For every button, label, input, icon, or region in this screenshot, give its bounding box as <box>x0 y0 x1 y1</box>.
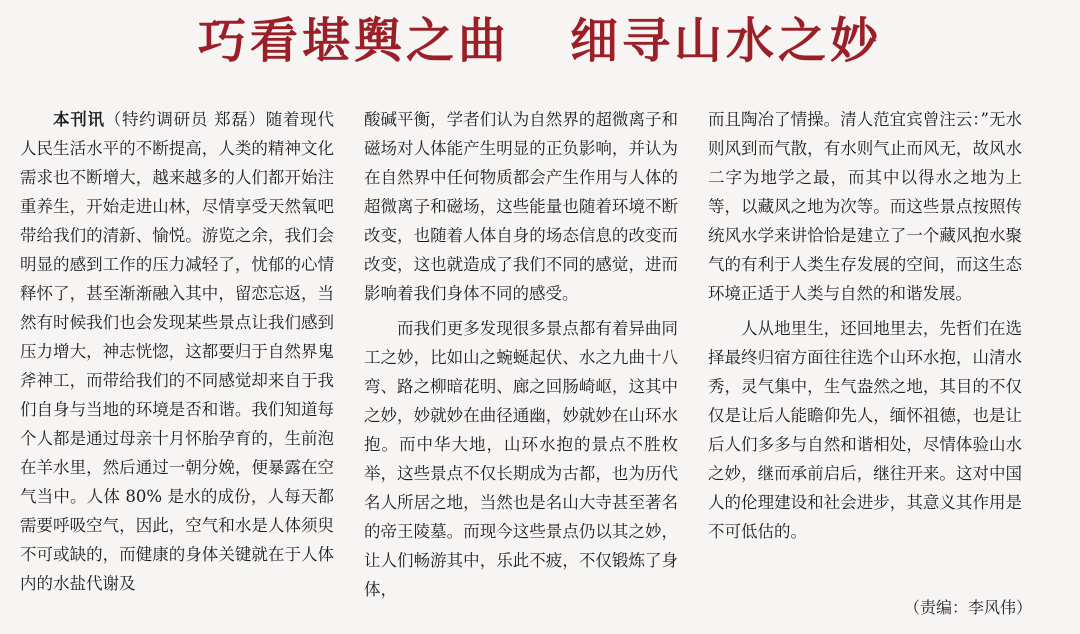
byline: （特约调研员 郑磊） <box>104 110 266 129</box>
article-paragraph: 人从地里生，还回地里去，先哲们在选择最终归宿方面往往选个山环水抱，山清水秀，灵气集中，生气盎然之地，其目的不仅仅是让后人能瞻仰先人，缅怀祖德，也是让后人们多多与自然和谐相处，尽情体验山水之妙，继而承前启后，继往开来。这对中国人的伦理建设和社会进步，其意义其作用是不可低估的。 <box>708 319 1022 541</box>
article-paragraph: 而且陶冶了情操。清人范宜宾曾注云：”无水则风到而气散，有水则气止而风无，故风水二字为地学之最，而其中以得水之地为上等，以藏风之地为次等。而这些景点按照传统风水学来讲恰恰是建立了一个藏风抱水聚气的有利于人类生存发展的空间，而这生态环境正适于人类与自然的和谐发展。 <box>708 110 1022 303</box>
article-headline <box>0 6 1080 76</box>
headline-part-1: 巧看堪舆之曲 <box>197 13 510 69</box>
article-paragraph: 而我们更多发现很多景点都有着异曲同工之妙，比如山之蜿蜒起伏、水之九曲十八弯、路之柳暗花明、廊之回肠崎岖，这其中之妙，妙就妙在曲径通幽，妙就妙在山环水抱。而中华大地，山环水抱的景点不胜枚举，这些景点不仅长期成为古都，也为历代名人所居之地，当然也是名山大寺甚至著名的帝王陵墓。而现今这些景点仍以其之妙，让人们畅游其中，乐此不疲，不仅锻炼了身体， <box>364 319 678 599</box>
article-paragraph: 酸碱平衡，学者们认为自然界的超微离子和磁场对人体能产生明显的正负影响，并认为在自然界中任何物质都会产生作用与人体的超微离子和磁场，这些能量也随着环境不断改变，也随着人体自身的场态信息的改变而改变，这也就造成了我们不同的感觉，进而影响着我们身体不同的感受。 <box>364 110 678 303</box>
headline-part-2: 细寻山水之妙 <box>570 13 883 69</box>
article-column-3 <box>708 105 1022 546</box>
article-paragraph <box>20 105 334 598</box>
article-column-2 <box>364 105 678 604</box>
news-lead: 本刊讯 <box>53 110 105 129</box>
paragraph-text: 随着现代人民生活水平的不断提高，人类的精神文化需求也不断增大，越来越多的人们都开始注重养生，开始走进山林，尽情享受天然氧吧带给我们的清新、愉悦。游览之余，我们会明显的感到工作的压力减轻了，忧郁的心情释怀了，甚至渐渐融入其中，留恋忘返，当然有时候我们也会发现某些景点让我们感到压力增大，神志恍惚，这都要归于自然界鬼斧神工，而带给我们的不同感觉却来自于我们自身与当地的环境是否和谐。我们知道每个人都是通过母亲十月怀胎孕育的，生前泡在羊水里，然后通过一朝分娩，便暴露在空气当中。人体 80% 是水的成份，人每天都需要呼吸空气，因此，空气和水是人体须臾不可或缺的，而健康的身体关键就在于人体内的水盐代谢及 <box>20 110 334 593</box>
editor-credit: （责编：李风伟） <box>903 598 1032 617</box>
article-column-1 <box>20 105 334 598</box>
